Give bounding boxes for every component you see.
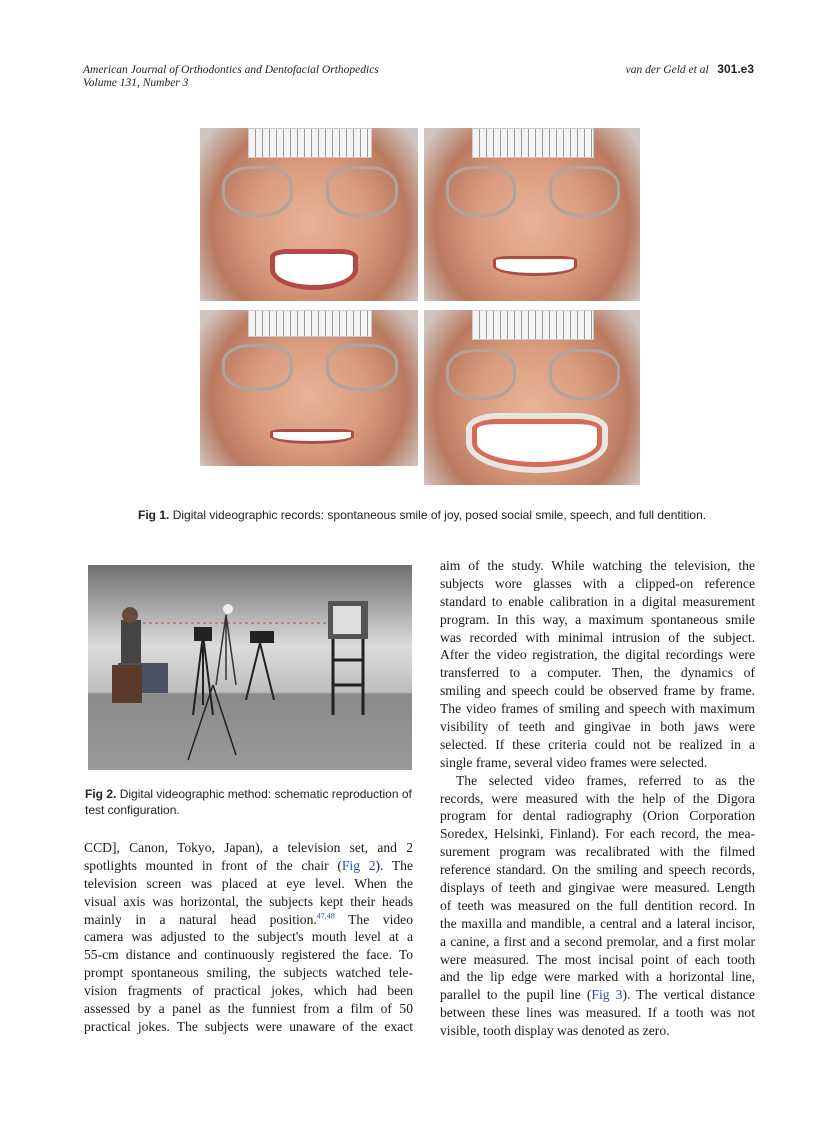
text-line xyxy=(440,1004,755,1022)
text-segment: aim of the study. While watching the television, the xyxy=(440,558,755,573)
text-segment: ). The vertical distance xyxy=(622,987,755,1003)
text-segment: Soredex, Helsinki, Finland). For each record, the mea- xyxy=(440,826,755,842)
text-line xyxy=(440,736,755,754)
text-line xyxy=(440,682,755,700)
authors: van der Geld et al xyxy=(625,64,709,76)
text-line xyxy=(440,790,755,808)
figure-reference-link[interactable]: Fig 2 xyxy=(341,857,376,873)
text-line xyxy=(440,700,755,718)
text-segment: transferred to a computer. Then, the dynamics of xyxy=(440,665,755,681)
test-configuration-illustration xyxy=(88,565,412,770)
text-line xyxy=(440,718,755,736)
body-text-left-column xyxy=(84,839,413,1036)
text-line xyxy=(440,861,755,879)
text-segment: records, were measured with the help of the Digora xyxy=(440,790,755,806)
text-segment: camera was adjusted to the subject's mouth level at a xyxy=(84,929,413,945)
text-line xyxy=(440,557,755,575)
text-line xyxy=(84,1000,413,1018)
text-segment: single frame, several video frames were selected. xyxy=(440,754,708,770)
text-line xyxy=(84,875,413,893)
fig2-schematic-image xyxy=(88,565,412,770)
text-line xyxy=(84,911,413,929)
text-line xyxy=(440,807,755,825)
text-segment: prompt spontaneous smiling, the subjects watched tele- xyxy=(84,965,413,981)
text-segment: displays of teeth and gingivae were measured. Length xyxy=(440,880,755,896)
text-segment: smiling and speech could be observed frame by frame. xyxy=(440,683,755,699)
text-segment: ). The xyxy=(375,857,413,873)
text-line xyxy=(84,946,413,964)
journal-title: American Journal of Orthodontics and Dentofacial Orthopedics xyxy=(83,64,379,76)
text-segment: subjects wore glasses with a clipped-on reference xyxy=(440,575,755,591)
text-line xyxy=(440,772,755,790)
text-segment: program for dental radiography (Orion Corporation xyxy=(440,808,755,824)
fig1-caption-text: Digital videographic records: spontaneous smile of joy, posed social smile, speech, and full dentition. xyxy=(172,508,707,522)
fig2-caption-text: Digital videographic method: schematic reproduction of test configuration. xyxy=(85,787,412,817)
text-segment: The selected video frames, referred to as the xyxy=(456,772,755,788)
text-line xyxy=(440,1022,755,1040)
fig1-photo-spontaneous-smile xyxy=(200,128,418,301)
text-segment: parallel to the pupil line ( xyxy=(440,987,592,1003)
text-segment: assessed by a panel as the funniest from a film of 50 xyxy=(84,1001,413,1017)
text-line xyxy=(440,933,755,951)
text-line xyxy=(440,843,755,861)
text-segment: vision fragments of practical jokes, which had been xyxy=(84,983,413,999)
text-segment: selected. If these criteria could not be realized in a xyxy=(440,736,755,752)
text-segment: CCD], Canon, Tokyo, Japan), a television set, and 2 xyxy=(84,840,413,855)
text-line xyxy=(440,629,755,647)
fig2-label: Fig 2. xyxy=(85,787,117,801)
text-segment: spotlights mounted in front of the chair ( xyxy=(84,857,342,873)
text-segment: of teeth was measured on the full dentition record. In xyxy=(440,897,755,913)
text-line xyxy=(84,857,413,875)
text-line xyxy=(84,982,413,1000)
text-line xyxy=(440,951,755,969)
text-segment: surement program was recalibrated with the filmed xyxy=(440,844,755,860)
text-segment: mainly in a natural head position. xyxy=(84,911,317,927)
text-segment: standard to enable calibration in a digital measurement xyxy=(440,593,755,609)
page-number: 301.e3 xyxy=(717,62,754,76)
text-line xyxy=(84,928,413,946)
text-segment: practical jokes. The subjects were unaware of the exact xyxy=(84,1018,413,1034)
figure-reference-link[interactable]: Fig 3 xyxy=(591,987,623,1003)
text-segment: were measured. The most incisal point of each tooth xyxy=(440,951,755,967)
text-line xyxy=(440,664,755,682)
text-segment: visible, tooth display was denoted as zero. xyxy=(440,1023,670,1039)
text-line xyxy=(440,897,755,915)
body-text-right-column xyxy=(440,557,755,1040)
text-line xyxy=(440,986,755,1004)
text-segment: The video xyxy=(334,911,413,927)
text-segment: and the lip edge were marked with a horizontal line, xyxy=(440,969,755,985)
text-line xyxy=(84,964,413,982)
text-segment: After the video registration, the digital recordings were xyxy=(440,647,755,663)
fig2-caption xyxy=(85,786,415,818)
text-line xyxy=(84,839,413,857)
text-line xyxy=(440,611,755,629)
fig1-caption xyxy=(138,507,718,523)
running-header-right xyxy=(626,63,754,77)
text-line xyxy=(440,879,755,897)
fig1-photo-speech xyxy=(200,310,418,466)
fig1-photo-posed-smile xyxy=(424,128,640,301)
text-segment: visual axis was horizontal, the subjects kept their heads xyxy=(84,893,413,909)
text-segment: television screen was placed at eye level. When the xyxy=(84,875,413,891)
text-line xyxy=(84,893,413,911)
text-segment: between these lines was measured. If a tooth was not xyxy=(440,1005,755,1021)
text-line xyxy=(440,575,755,593)
text-line xyxy=(84,1018,413,1036)
text-line xyxy=(440,915,755,933)
text-segment: program. In this way, a maximum spontaneous smile xyxy=(440,611,755,627)
text-line xyxy=(440,593,755,611)
text-segment: the maxilla and mandible, a central and a lateral incisor, xyxy=(440,915,755,931)
text-line xyxy=(440,646,755,664)
text-segment: visibility of teeth and gingivae in both jaws were xyxy=(440,719,755,735)
fig1-photo-full-dentition xyxy=(424,310,640,485)
text-line xyxy=(440,825,755,843)
text-segment: reference standard. On the smiling and speech records, xyxy=(440,862,755,878)
text-segment: The video frames of smiling and speech with maximum xyxy=(440,701,755,717)
text-segment: was recorded with minimal intrusion of the subject. xyxy=(440,629,755,645)
text-segment: 55-cm distance and continuously registered the face. To xyxy=(84,947,413,963)
fig1-label: Fig 1. xyxy=(138,508,170,522)
running-header-left xyxy=(83,64,379,90)
volume-number: Volume 131, Number 3 xyxy=(83,77,189,89)
citation-superscript[interactable]: 47,48 xyxy=(316,911,335,921)
text-segment: a canine, a first and a second premolar, and a first molar xyxy=(440,933,755,949)
text-line xyxy=(440,968,755,986)
text-line xyxy=(440,754,755,772)
